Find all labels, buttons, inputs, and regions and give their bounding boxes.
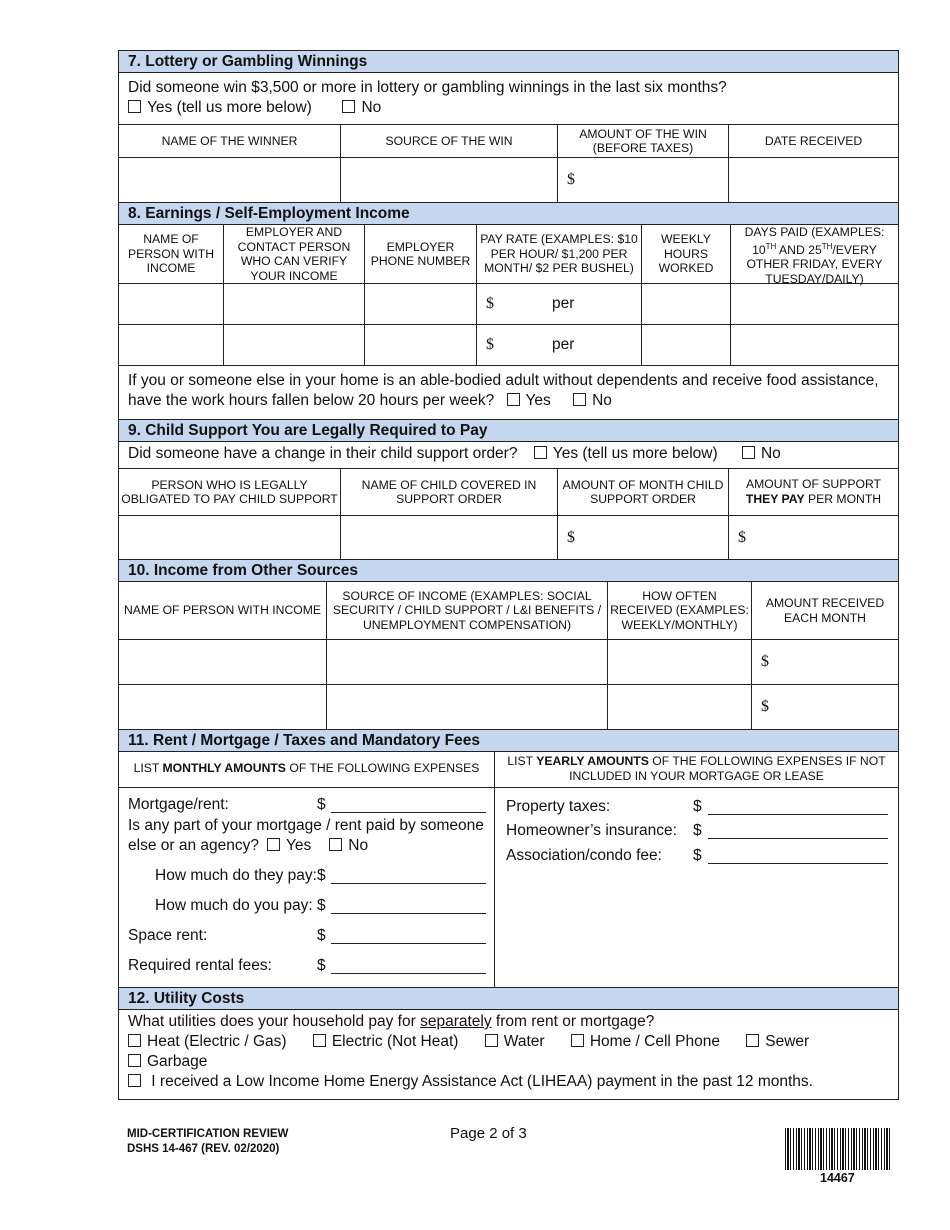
col-header: NAME OF THE WINNER — [119, 125, 341, 157]
they-pay-field[interactable] — [331, 867, 486, 884]
hours-cell[interactable] — [642, 284, 731, 324]
form-name: MID-CERTIFICATION REVIEW — [127, 1128, 289, 1140]
pay-rate-cell[interactable] — [477, 284, 642, 324]
child-support-table-header — [119, 469, 898, 516]
section-9-title: 9. Child Support You are Legally Required to Pay — [119, 420, 898, 442]
hours-cell[interactable] — [642, 325, 731, 365]
amount-cell[interactable] — [752, 685, 898, 729]
phone-cell[interactable] — [365, 325, 477, 365]
earnings-name-cell[interactable] — [119, 325, 224, 365]
amount-cell[interactable] — [752, 640, 898, 684]
utility-block — [119, 1010, 898, 1100]
per-label: per — [552, 295, 575, 312]
liheaa-checkbox[interactable] — [128, 1074, 141, 1087]
other-income-row — [119, 640, 898, 685]
earnings-name-cell[interactable] — [119, 284, 224, 324]
association-fee-label: Association/condo fee: — [506, 847, 662, 864]
lottery-question: Did someone win $3,500 or more in lottery or gambling winnings in the last six months? — [128, 79, 727, 96]
col-header: NAME OF CHILD COVERED IN SUPPORT ORDER — [341, 469, 558, 515]
col-header: SOURCE OF THE WIN — [341, 125, 558, 157]
space-rent-field[interactable] — [331, 927, 486, 944]
rental-fees-label: Required rental fees: — [128, 957, 272, 974]
person-cell[interactable] — [119, 640, 327, 684]
dollar-sign: $ — [486, 295, 494, 312]
earnings-row — [119, 284, 898, 325]
dollar-sign: $ — [317, 897, 326, 914]
col-header: PAY RATE (EXAMPLES: $10 PER HOUR/ $1,200 PER MONTH/ $2 PER BUSHEL) — [477, 225, 642, 283]
dollar-sign: $ — [693, 798, 702, 815]
dollar-sign: $ — [317, 957, 326, 974]
col-header: NAME OF PERSON WITH INCOME — [119, 225, 224, 283]
part-paid-no-label: No — [348, 837, 369, 854]
garbage-label: Garbage — [147, 1053, 208, 1070]
yearly-amounts-header: LIST YEARLY AMOUNTS OF THE FOLLOWING EXPENSES IF NOT INCLUDED IN YOUR MORTGAGE OR LEASE — [507, 754, 886, 783]
utility-question: What utilities does your household pay for separately from rent or mortgage? — [128, 1013, 655, 1030]
part-paid-question-2: else or an agency? Yes No — [128, 837, 369, 854]
win-source-cell[interactable] — [341, 158, 558, 202]
col-header: AMOUNT OF THE WIN (BEFORE TAXES) — [558, 125, 729, 157]
heat-label: Heat (Electric / Gas) — [147, 1033, 287, 1050]
phone-label: Home / Cell Phone — [589, 1033, 720, 1050]
phone-checkbox[interactable] — [571, 1034, 584, 1047]
lottery-no-label: No — [361, 99, 382, 116]
form-number: DSHS 14-467 (REV. 02/2020) — [127, 1143, 280, 1155]
dollar-sign: $ — [317, 927, 326, 944]
other-income-row — [119, 685, 898, 730]
yearly-expenses — [495, 788, 898, 987]
they-pay-cell[interactable] — [729, 516, 898, 559]
dollar-sign: $ — [761, 653, 769, 670]
you-pay-field[interactable] — [331, 897, 486, 914]
sewer-checkbox[interactable] — [746, 1034, 759, 1047]
source-cell[interactable] — [327, 685, 608, 729]
employer-cell[interactable] — [224, 284, 365, 324]
dollar-sign: $ — [567, 528, 575, 546]
dollar-sign: $ — [693, 847, 702, 864]
child-support-no-checkbox[interactable] — [742, 446, 755, 459]
abawd-question: If you or someone else in your home is an able-bodied adult without dependents and receive food assistance, have the work hours fallen below 20 hours per week? — [128, 372, 879, 409]
electric-label: Electric (Not Heat) — [331, 1033, 459, 1050]
col-header: SOURCE OF INCOME (EXAMPLES: SOCIAL SECURITY / CHILD SUPPORT / L&I BENEFITS / UNEMPLOYMENT COMPENSATION) — [327, 582, 608, 639]
part-paid-yes-label: Yes — [285, 837, 312, 854]
homeowners-insurance-field[interactable] — [708, 822, 888, 839]
winner-name-cell[interactable] — [119, 158, 341, 202]
expenses-body — [119, 788, 898, 988]
sewer-label: Sewer — [765, 1033, 810, 1050]
dollar-sign: $ — [317, 796, 326, 813]
part-paid-question-1: Is any part of your mortgage / rent paid by someone — [128, 817, 484, 834]
person-cell[interactable] — [119, 685, 327, 729]
child-support-row — [119, 516, 898, 560]
rental-fees-field[interactable] — [331, 957, 486, 974]
per-label: per — [552, 336, 575, 353]
garbage-checkbox[interactable] — [128, 1054, 141, 1067]
employer-cell[interactable] — [224, 325, 365, 365]
child-support-yes-label: Yes (tell us more below) — [552, 445, 718, 462]
lottery-question-block — [119, 73, 898, 125]
abawd-no-checkbox[interactable] — [573, 393, 586, 406]
child-support-question-block — [119, 442, 898, 469]
order-amount-cell[interactable] — [558, 516, 729, 559]
form-id — [127, 1127, 288, 1157]
section-7-title: 7. Lottery or Gambling Winnings — [119, 51, 898, 73]
mortgage-field[interactable] — [331, 796, 486, 813]
heat-checkbox[interactable] — [128, 1034, 141, 1047]
col-header: EMPLOYER AND CONTACT PERSON WHO CAN VERIFY YOUR INCOME — [224, 225, 365, 283]
col-header: DATE RECEIVED — [764, 133, 863, 148]
abawd-yes-label: Yes — [525, 392, 551, 409]
win-amount-cell[interactable] — [558, 158, 729, 202]
other-income-table-header — [119, 582, 898, 640]
phone-cell[interactable] — [365, 284, 477, 324]
earnings-table-header — [119, 225, 898, 284]
col-header: EMPLOYER PHONE NUMBER — [365, 225, 477, 283]
liheaa-label: I received a Low Income Home Energy Assistance Act (LIHEAA) payment in the past 12 months. — [147, 1073, 813, 1090]
section-11-title: 11. Rent / Mortgage / Taxes and Mandatory Fees — [119, 730, 898, 752]
you-pay-label: How much do you pay: — [155, 897, 313, 914]
homeowners-insurance-label: Homeowner’s insurance: — [506, 822, 677, 839]
date-received-cell[interactable] — [729, 158, 898, 202]
dollar-sign: $ — [486, 336, 494, 353]
electric-checkbox[interactable] — [313, 1034, 326, 1047]
page-number: Page 2 of 3 — [450, 1125, 527, 1142]
abawd-no-label: No — [592, 392, 612, 409]
child-support-question: Did someone have a change in their child support order? — [128, 445, 518, 462]
dollar-sign: $ — [693, 822, 702, 839]
abawd-yes-checkbox[interactable] — [507, 393, 520, 406]
barcode-image — [785, 1128, 891, 1170]
col-header-days-paid: DAYS PAID (EXAMPLES: 10TH AND 25TH/EVERY OTHER FRIDAY, EVERY TUESDAY/DAILY) — [744, 225, 885, 286]
dollar-sign: $ — [761, 698, 769, 715]
monthly-amounts-header: LIST MONTHLY AMOUNTS OF THE FOLLOWING EXPENSES — [119, 752, 495, 787]
frequency-cell[interactable] — [608, 640, 752, 684]
source-cell[interactable] — [327, 640, 608, 684]
pay-rate-cell[interactable] — [477, 325, 642, 365]
lottery-yes-label: Yes (tell us more below) — [147, 99, 312, 116]
barcode-number: 14467 — [820, 1171, 855, 1185]
earnings-row — [119, 325, 898, 366]
expenses-header — [119, 752, 898, 788]
days-paid-cell[interactable] — [731, 325, 898, 365]
section-10-title: 10. Income from Other Sources — [119, 560, 898, 582]
col-header-they-pay: AMOUNT OF SUPPORT THEY PAY PER MONTH — [745, 477, 882, 506]
obligated-person-cell[interactable] — [119, 516, 341, 559]
monthly-expenses — [119, 788, 495, 987]
frequency-cell[interactable] — [608, 685, 752, 729]
lottery-table-row — [119, 158, 898, 203]
they-pay-label: How much do they pay: — [155, 867, 317, 884]
dollar-sign: $ — [317, 867, 326, 884]
space-rent-label: Space rent: — [128, 927, 208, 944]
dollar-sign: $ — [567, 171, 575, 188]
col-header: AMOUNT RECEIVED EACH MONTH — [765, 596, 885, 625]
form-page — [118, 50, 899, 1100]
part-paid-yes-checkbox[interactable] — [267, 838, 280, 851]
lottery-no-checkbox[interactable] — [342, 100, 355, 113]
col-header: NAME OF PERSON WITH INCOME — [119, 582, 327, 639]
col-header: AMOUNT OF MONTH CHILD SUPPORT ORDER — [558, 469, 729, 515]
association-fee-field[interactable] — [708, 847, 888, 864]
section-8-title: 8. Earnings / Self-Employment Income — [119, 203, 898, 225]
abawd-question-block — [119, 366, 898, 420]
child-support-no-label: No — [760, 445, 781, 462]
days-paid-cell[interactable] — [731, 284, 898, 324]
water-label: Water — [503, 1033, 545, 1050]
mortgage-label: Mortgage/rent: — [128, 796, 229, 813]
lottery-yes-checkbox[interactable] — [128, 100, 141, 113]
child-support-yes-checkbox[interactable] — [534, 446, 547, 459]
property-taxes-field[interactable] — [708, 798, 888, 815]
part-paid-no-checkbox[interactable] — [329, 838, 342, 851]
col-header: WEEKLY HOURS WORKED — [642, 225, 731, 283]
col-header: HOW OFTEN RECEIVED (EXAMPLES: WEEKLY/MONTHLY) — [608, 582, 752, 639]
property-taxes-label: Property taxes: — [506, 798, 611, 815]
water-checkbox[interactable] — [485, 1034, 498, 1047]
child-name-cell[interactable] — [341, 516, 558, 559]
col-header: PERSON WHO IS LEGALLY OBLIGATED TO PAY CHILD SUPPORT — [119, 469, 341, 515]
dollar-sign: $ — [738, 528, 746, 546]
lottery-table-header — [119, 125, 898, 158]
section-12-title: 12. Utility Costs — [119, 988, 898, 1010]
